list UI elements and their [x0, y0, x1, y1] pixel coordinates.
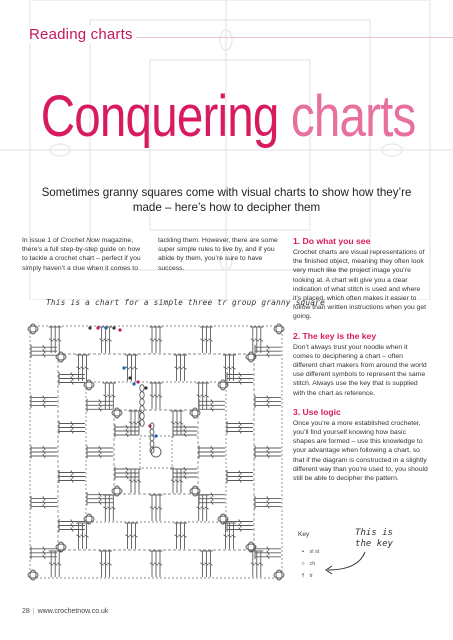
- tips-column: [293, 236, 428, 492]
- key-item-tr: [298, 573, 313, 579]
- tip-2-heading: 2. The key is the key: [293, 330, 377, 341]
- title-part-1: Conquering: [40, 84, 279, 149]
- tip-1-heading: 1. Do what you see: [293, 236, 371, 246]
- granny-square-chart: [20, 318, 292, 586]
- intro-text-post: magazine, there’s a full step-by-step guide on how to tackle a crochet chart – perfect if you simply haven’t a clue when it comes to: [22, 237, 141, 272]
- tip-3-body: Once you’re a more established crocheter, you’ll find yourself knowing how basic shapes are formed – use this knowledge to your advantage when following a chart, so that if the diagram is constructed in a slightly different way than you’re used to, you should still be able to decipher the pattern.: [293, 419, 428, 483]
- section-tag: Reading charts: [26, 26, 136, 43]
- magazine-name: Crochet Now: [60, 237, 100, 244]
- slst-dot: [118, 328, 121, 331]
- ch-symbol: ○: [301, 561, 305, 567]
- slst-dot: [122, 366, 125, 369]
- intro-column-2: tackling them. However, there are some super simple rules to live by, and if you abide by them, you’re sure to have success.: [158, 237, 278, 272]
- tip-1-body: Crochet charts are visual representations of the finished object, meaning they often look very much like the project image you’re looking at. A chart will give you a clear indication of what stitch is used and where it’s placed, which often makes it easier to follow than written instructions when you get going.: [293, 249, 426, 321]
- key-label-ch: ch: [309, 561, 316, 567]
- page-number: 28: [22, 608, 30, 615]
- slst-dot: [96, 326, 99, 329]
- intro-column-1: [22, 236, 147, 273]
- slst-dot: [154, 434, 157, 437]
- key-label-slst: sl st: [309, 549, 320, 555]
- key-label-tr: tr: [309, 573, 313, 579]
- slst-symbol: •: [302, 549, 304, 555]
- key-item-ch: [298, 561, 315, 567]
- chain-round-outline: [114, 410, 198, 494]
- key-item-slst: [298, 549, 319, 555]
- key-callout: This is the key: [355, 528, 393, 549]
- page-subtitle: Sometimes granny squares come with visual charts to show how they’re made – here’s how to decipher them: [41, 186, 412, 214]
- slst-dot: [88, 326, 91, 329]
- section-rule: [120, 37, 453, 38]
- chain-round-outline: [140, 436, 172, 468]
- footer-separator: |: [32, 608, 35, 615]
- key-title: Key: [298, 531, 310, 538]
- slst-dot: [144, 386, 147, 389]
- chain-round-outline: [30, 326, 282, 578]
- chart-caption: This is a chart for a simple three tr group granny square: [46, 298, 325, 307]
- tip-3-heading: 3. Use logic: [293, 406, 341, 417]
- page-footer: [22, 608, 108, 615]
- slst-dot: [128, 376, 131, 379]
- slst-dot: [112, 326, 115, 329]
- tr-symbol: †: [301, 573, 305, 579]
- intro-text-pre: In issue 1 of: [22, 237, 61, 244]
- footer-url: www.crochetnow.co.uk: [37, 608, 109, 615]
- slst-dot: [104, 326, 107, 329]
- callout-arrow-icon: [320, 548, 370, 578]
- tip-2-body: Don’t always trust your noodle when it comes to deciphering a chart – often different chart makers from around the world use different symbols to represent the same stitch. Always use the key that is supplied with the chart as reference.: [293, 343, 427, 397]
- slst-dot: [132, 382, 135, 385]
- title-part-2: charts: [290, 84, 416, 149]
- page-title: [40, 82, 416, 152]
- slst-dot: [136, 380, 139, 383]
